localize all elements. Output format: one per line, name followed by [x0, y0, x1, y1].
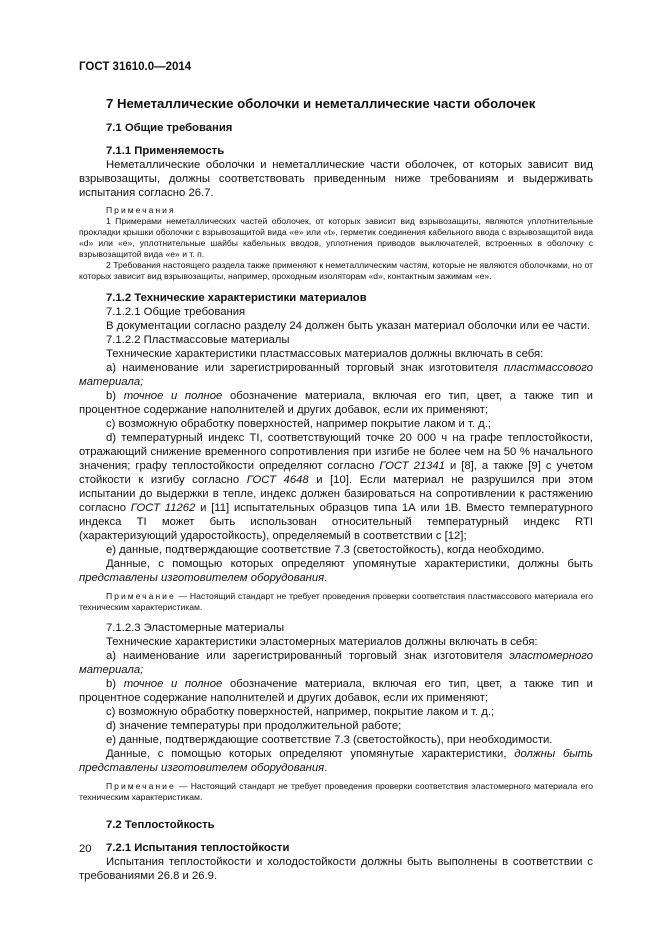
elastomer-item-d: d) значение температуры при продолжительной работе; [106, 720, 402, 732]
elastomer-item-a: а) наименование или зарегистрированный торговый знак изготовителя эластомерного материала; [79, 650, 593, 676]
section-7-title: 7 Неметаллические оболочки и неметаллические части оболочек [106, 96, 536, 111]
elastomer-item-c: с) возможную обработку поверхностей, например, покрытие лаком и т. д.; [106, 706, 495, 718]
section-7-1-title: 7.1 Общие требования [106, 122, 233, 134]
plastic-item-a: а) наименование или зарегистрированный торговый знак изготовителя пластмассового материала; [79, 362, 593, 388]
section-7-2-title: 7.2 Теплостойкость [106, 819, 215, 831]
plastic-data-statement: Данные, с помощью которых определяют упомянутые характеристики, должны быть представлены изготовителем оборудования. [79, 558, 593, 584]
section-7-1-2-title: 7.1.2 Технические характеристики материалов [106, 292, 367, 304]
note-2: 2 Требования настоящего раздела также применяют к неметаллическим частям, которые не являются оболочками, но от которых зависит вид взрывозащиты, например, проходным изоляторам «d», контактным зажимам «е». [79, 260, 593, 281]
page-number: 20 [79, 843, 92, 855]
section-7-1-2-2-title: 7.1.2.2 Пластмассовые материалы [106, 334, 290, 346]
document-id: ГОСТ 31610.0—2014 [79, 61, 192, 73]
plastic-item-c: с) возможную обработку поверхностей, например покрытие лаком и т. д.; [106, 418, 492, 430]
elastomer-item-e: е) данные, подтверждающие соответствие 7.3 (светостойкость), при необходимости. [106, 734, 553, 746]
section-7-2-1-text: Испытания теплостойкости и холодостойкости должны быть выполнены в соответствии с требованиями 26.8 и 26.9. [79, 856, 593, 882]
note-1: 1 Примерами неметаллических частей оболочек, от которых зависит вид взрывозащиты, являются уплотнительные прокладки крышки оболочки с взрывозащитой вида «е» или «t», герметик соединения кабельного ввода с взрывозащитой вида «d» или «е», уплотнительные шайбы кабельных вводов, уплотнения приводов выключателей, встроенных в оболочку с взрывозащитой вида «е» и т. п. [79, 216, 593, 259]
section-7-1-2-1-text: В документации согласно разделу 24 должен быть указан материал оболочки или ее части. [106, 320, 591, 332]
section-7-1-1-title: 7.1.1 Применяемость [106, 145, 225, 157]
section-7-1-2-1-title: 7.1.2.1 Общие требования [106, 306, 246, 318]
plastic-item-d: d) температурный индекс TI, соответствующий точке 20 000 ч на графе теплостойкости, отражающий снижение временного сопротивления при изгибе не более чем на 50 % начального значения; графу теплостойкости определяют согласно ГОСТ 21341 и [8], а также [9] с учетом стойкости к изгибу согласно ГОСТ 4648 и [10]. Если материал не разрушился при этом испытании до выдержки в тепле, индекс должен базироваться на сопротивлении к растяжению согласно ГОСТ 11262 и [11] испытательных образцов типа 1А или 1В. Вместо температурного индекса TI может быть использован относительный температурный индекс RTI (характеризующий ударостойкость), определяемый в соответствии с [12]; [79, 432, 593, 542]
note-plastic: Примечание — Настоящий стандарт не требует проведения проверки соответствия пластмассового материала его техническим характеристикам. [79, 591, 593, 612]
section-7-2-1-title: 7.2.1 Испытания теплостойкости [106, 842, 290, 854]
plastic-item-e: е) данные, подтверждающие соответствие 7.3 (светостойкость), когда необходимо. [106, 544, 545, 556]
section-7-1-2-3-title: 7.1.2.3 Эластомерные материалы [106, 622, 285, 634]
elastomer-data-statement: Данные, с помощью которых определяют упомянутые характеристики, должны быть представлены изготовителем оборудования. [79, 748, 593, 774]
plastic-intro: Технические характеристики пластмассовых материалов должны включать в себя: [106, 348, 544, 360]
plastic-item-b: b) точное и полное обозначение материала, включая его тип, цвет, а также тип и процентное содержание наполнителей и других добавок, если их применяют; [79, 390, 593, 416]
page-content [79, 96, 593, 883]
note-elastomer: Примечание — Настоящий стандарт не требует проведения проверки соответствия эластомерного материала его техническим характеристикам. [79, 781, 593, 802]
notes-label: Примечания [106, 205, 176, 215]
elastomer-item-b: b) точное и полное обозначение материала, включая его тип, цвет, а также тип и процентное содержание наполнителей и других добавок, если их применяют; [79, 678, 593, 704]
elastomer-intro: Технические характеристики эластомерных материалов должны включать в себя: [106, 636, 538, 648]
section-7-1-1-text: Неметаллические оболочки и неметаллические части оболочек, от которых зависит вид взрывозащиты, должны соответствовать приведенным ниже требованиям и выдерживать испытания согласно 26.7. [79, 159, 593, 199]
